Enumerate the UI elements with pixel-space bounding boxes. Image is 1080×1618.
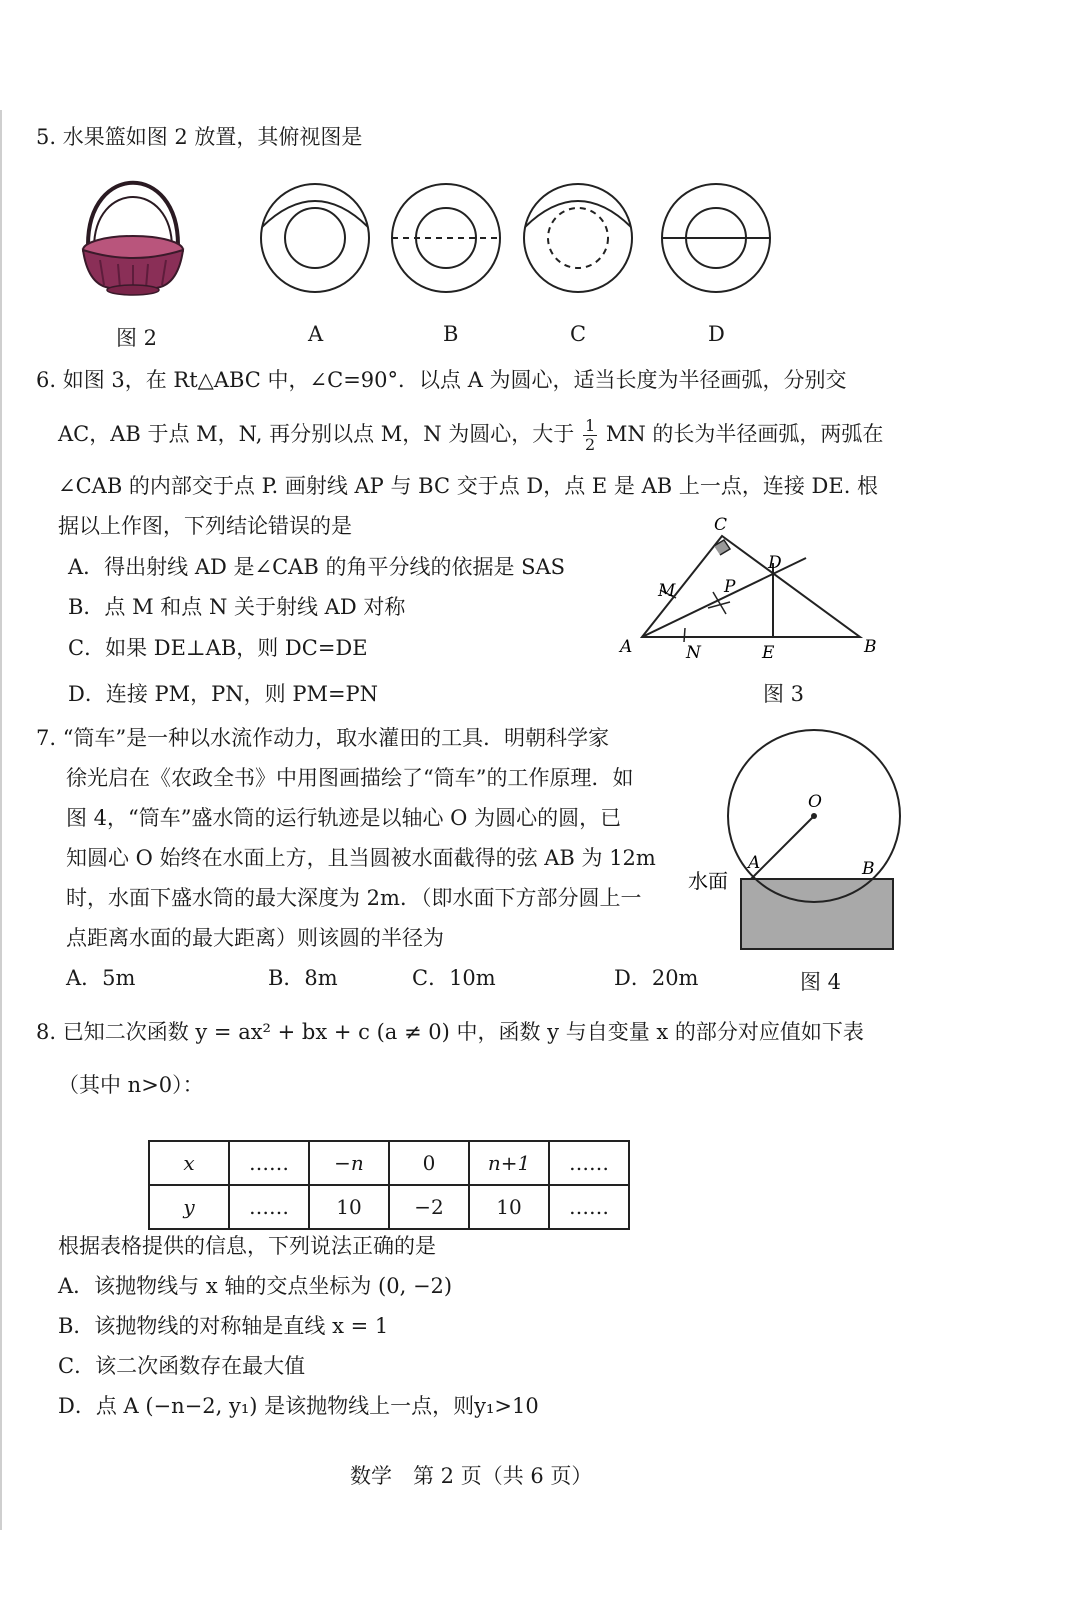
point-a-label: A	[748, 853, 761, 873]
half-fraction	[583, 417, 597, 454]
table-row	[149, 1141, 629, 1185]
table-cell: ……	[549, 1141, 629, 1185]
q5-stem: 5. 水果篮如图 2 放置，其俯视图是	[36, 125, 363, 149]
value-table	[148, 1140, 630, 1230]
q7-option-a: A．5m	[66, 966, 136, 990]
choice-d-figure	[662, 184, 770, 292]
q8-option-d: D．点 A (−n−2, y₁) 是该抛物线上一点，则y₁>10	[58, 1394, 539, 1418]
fig3-caption: 图 3	[763, 682, 805, 706]
fraction-numerator: 1	[584, 416, 596, 435]
table-cell: ……	[229, 1185, 309, 1229]
q6-option-c: C．如果 DE⊥AB，则 DC=DE	[68, 636, 368, 660]
q7-line4: 知圆心 O 始终在水面上方，且当圆被水面截得的弦 AB 为 12m	[66, 846, 656, 870]
table-cell: y	[149, 1185, 229, 1229]
point-b-label: B	[862, 859, 875, 879]
point-e-label: E	[762, 643, 775, 663]
q6-line1: 6. 如图 3，在 Rt△ABC 中，∠C=90°．以点 A 为圆心，适当长度为半径画弧，分别交	[36, 368, 847, 392]
radius-oa	[751, 816, 814, 879]
table-cell: ……	[229, 1141, 309, 1185]
fig2-caption: 图 2	[116, 326, 158, 350]
point-c-label: C	[714, 515, 728, 535]
q7-option-d: D．20m	[614, 966, 699, 990]
point-n-label: N	[686, 643, 701, 663]
choice-d-label: D	[708, 322, 725, 346]
q6-line2b: MN 的长为半径画弧，两弧在	[605, 422, 884, 446]
q7-line1: 7. “筒车”是一种以水流作动力，取水灌田的工具．明朝科学家	[36, 726, 610, 750]
q6-line2	[58, 417, 883, 454]
q8-line2: （其中 n>0）：	[58, 1073, 204, 1097]
q7-option-b: B．8m	[268, 966, 338, 990]
point-o-label: O	[808, 792, 822, 812]
table-cell: 10	[309, 1185, 389, 1229]
q8-option-c: C．该二次函数存在最大值	[58, 1354, 306, 1378]
q6-line3: ∠CAB 的内部交于点 P. 画射线 AP 与 BC 交于点 D，点 E 是 AB 上一点，连接 DE. 根	[58, 474, 879, 498]
table-cell: x	[149, 1141, 229, 1185]
choice-b-label: B	[443, 322, 459, 346]
page-footer: 数学 第 2 页（共 6 页）	[350, 1464, 593, 1488]
table-cell: 0	[389, 1141, 469, 1185]
q6-option-a: A．得出射线 AD 是∠CAB 的角平分线的依据是 SAS	[68, 555, 566, 579]
q8-line3: 根据表格提供的信息，下列说法正确的是	[58, 1234, 436, 1258]
table-cell: 10	[469, 1185, 549, 1229]
point-p-label: P	[724, 577, 736, 597]
table-cell: n+1	[469, 1141, 549, 1185]
q7-line2: 徐光启在《农政全书》中用图画描绘了“筒车”的工作原理．如	[66, 766, 634, 790]
q6-option-b: B．点 M 和点 N 关于射线 AD 对称	[68, 595, 406, 619]
water-surface-label: 水面	[688, 869, 728, 893]
fig3-triangle-diagram	[610, 510, 900, 670]
point-b-label: B	[864, 637, 877, 657]
choice-a-label: A	[308, 322, 324, 346]
point-d-label: D	[768, 553, 782, 573]
q8-option-b: B．该抛物线的对称轴是直线 x = 1	[58, 1314, 389, 1338]
fig4-caption: 图 4	[800, 970, 842, 994]
choice-b-figure	[392, 184, 500, 292]
q7-option-c: C．10m	[412, 966, 496, 990]
basket-image	[83, 183, 183, 295]
q6-option-d: D．连接 PM，PN，则 PM=PN	[68, 682, 379, 706]
table-row	[149, 1185, 629, 1229]
page-left-rule	[0, 110, 2, 1530]
q5-figures	[70, 170, 790, 360]
choice-a-figure	[261, 184, 369, 292]
water-region	[741, 879, 893, 949]
point-m-label: M	[658, 581, 676, 601]
table-cell: −2	[389, 1185, 469, 1229]
table-cell: −n	[309, 1141, 389, 1185]
fraction-denominator: 2	[584, 435, 596, 454]
q6-line4: 据以上作图，下列结论错误的是	[58, 514, 352, 538]
q6-line2a: AC，AB 于点 M，N, 再分别以点 M，N 为圆心，大于	[58, 422, 575, 446]
point-a-label: A	[620, 637, 633, 657]
fig4-water-wheel-diagram	[686, 728, 906, 960]
q8-option-a: A．该抛物线与 x 轴的交点坐标为 (0, −2)	[58, 1274, 453, 1298]
q7-line6: 点距离水面的最大距离）则该圆的半径为	[66, 926, 444, 950]
q8-line1: 8. 已知二次函数 y = ax² + bx + c (a ≠ 0) 中，函数 y 与自变量 x 的部分对应值如下表	[36, 1020, 864, 1044]
table-cell: ……	[549, 1185, 629, 1229]
choice-c-figure	[524, 184, 632, 292]
choice-c-label: C	[570, 322, 587, 346]
q7-line3: 图 4，“筒车”盛水筒的运行轨迹是以轴心 O 为圆心的圆，已	[66, 806, 622, 830]
q7-line5: 时，水面下盛水筒的最大深度为 2m．（即水面下方部分圆上一	[66, 886, 642, 910]
